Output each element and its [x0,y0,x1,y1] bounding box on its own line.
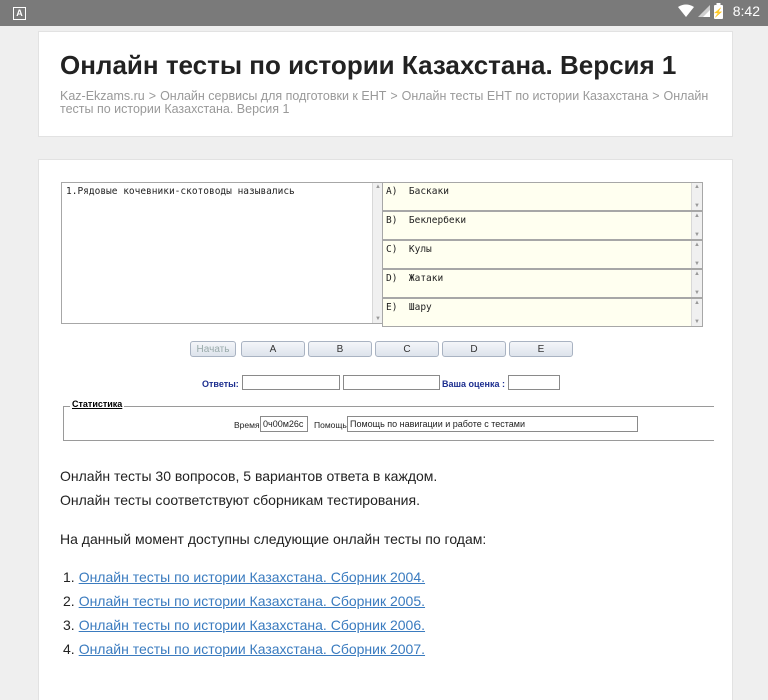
scroll-down-arrow-icon[interactable]: ▼ [694,290,700,296]
test-link-2006[interactable]: Онлайн тесты по истории Казахстана. Сборник 2006. [78,617,426,633]
scroll-up-arrow-icon[interactable]: ▲ [694,300,700,306]
answer-e-button[interactable]: E [509,341,573,357]
breadcrumb-separator: > [148,89,157,103]
scroll-down-arrow-icon[interactable]: ▼ [694,232,700,238]
intro-text-3: На данный момент доступны следующие онлайн тесты по годам: [60,531,487,547]
answer-a-button[interactable]: A [241,341,305,357]
start-button[interactable]: Начать [190,341,236,357]
option-scrollbar[interactable] [691,241,702,268]
list-item [63,592,425,616]
content-card [38,159,733,700]
answers-field-2[interactable] [343,375,440,390]
scroll-up-arrow-icon[interactable]: ▲ [375,184,381,190]
answers-label: Ответы: [202,379,239,389]
option-scrollbar[interactable] [691,270,702,297]
help-label: Помощь [314,420,347,430]
list-number: 1. [63,569,75,585]
scroll-up-arrow-icon[interactable]: ▲ [694,271,700,277]
clock: 8:42 [732,3,760,19]
breadcrumb-level2[interactable]: Онлайн тесты ЕНТ по истории Казахстана [401,89,649,103]
scroll-down-arrow-icon[interactable]: ▼ [375,316,381,322]
options-panel [382,182,703,325]
grade-field[interactable] [508,375,560,390]
intro-text-1: Онлайн тесты 30 вопросов, 5 вариантов ответа в каждом. [60,468,438,484]
time-field: 0ч00м26с [260,416,308,432]
breadcrumb-current: Онлайн тесты по истории Казахстана. Версия 1 [60,89,709,116]
test-link-2004[interactable]: Онлайн тесты по истории Казахстана. Сборник 2004. [78,569,426,585]
answer-c-button[interactable]: C [375,341,439,357]
breadcrumb-separator: > [390,89,398,103]
option-d[interactable] [382,269,703,298]
list-item [63,568,425,592]
option-a-text: A) Баскаки [386,186,449,197]
option-d-text: D) Жатаки [386,273,444,284]
scroll-down-arrow-icon[interactable]: ▼ [694,261,700,267]
test-link-2005[interactable]: Онлайн тесты по истории Казахстана. Сборник 2005. [78,593,426,609]
page-title: Онлайн тесты по истории Казахстана. Версия 1 [60,50,677,80]
time-label: Время [234,420,260,430]
tests-link-list [63,568,425,664]
svg-text:⚡: ⚡ [712,7,724,18]
option-e-text: E) Шару [386,302,432,313]
question-text: 1.Рядовые кочевники-скотоводы назывались [66,186,295,197]
statistics-group [63,399,714,441]
option-scrollbar[interactable] [691,183,702,210]
option-scrollbar[interactable] [691,212,702,239]
intro-text-2: Онлайн тесты соответствуют сборникам тестирования. [60,492,420,508]
scroll-up-arrow-icon[interactable]: ▲ [694,213,700,219]
battery-icon [714,3,723,19]
scroll-up-arrow-icon[interactable]: ▲ [694,184,700,190]
option-a[interactable] [382,182,703,211]
status-bar [0,0,768,26]
list-item [63,640,425,664]
breadcrumb-separator: > [652,89,660,103]
wifi-icon [678,4,694,18]
answer-b-button[interactable]: B [308,341,372,357]
option-b[interactable] [382,211,703,240]
scroll-up-arrow-icon[interactable]: ▲ [694,242,700,248]
statistics-title: Статистика [72,399,123,409]
header-card [38,31,733,137]
scroll-down-arrow-icon[interactable]: ▼ [694,203,700,209]
answers-field-1[interactable] [242,375,340,390]
option-c-text: C) Кулы [386,244,432,255]
test-link-2007[interactable]: Онлайн тесты по истории Казахстана. Сборник 2007. [78,641,426,657]
list-number: 4. [63,641,75,657]
status-icons [678,3,760,19]
option-c[interactable] [382,240,703,269]
option-b-text: B) Беклербеки [386,215,467,226]
scroll-down-arrow-icon[interactable]: ▼ [694,319,700,325]
breadcrumb [60,90,710,116]
question-panel [61,182,384,324]
option-scrollbar[interactable] [691,299,702,326]
breadcrumb-level1[interactable]: Онлайн сервисы для подготовки к ЕНТ [160,89,387,103]
answer-d-button[interactable]: D [442,341,506,357]
breadcrumb-home[interactable]: Kaz-Ekzams.ru [60,89,145,103]
list-number: 3. [63,617,75,633]
list-number: 2. [63,593,75,609]
help-field[interactable]: Помощь по навигации и работе с тестами [347,416,638,432]
app-notification-icon: A [13,7,26,20]
option-e[interactable] [382,298,703,327]
list-item [63,616,425,640]
answer-button-row [190,341,573,357]
grade-label: Ваша оценка : [442,379,505,389]
cell-signal-icon [698,4,710,18]
